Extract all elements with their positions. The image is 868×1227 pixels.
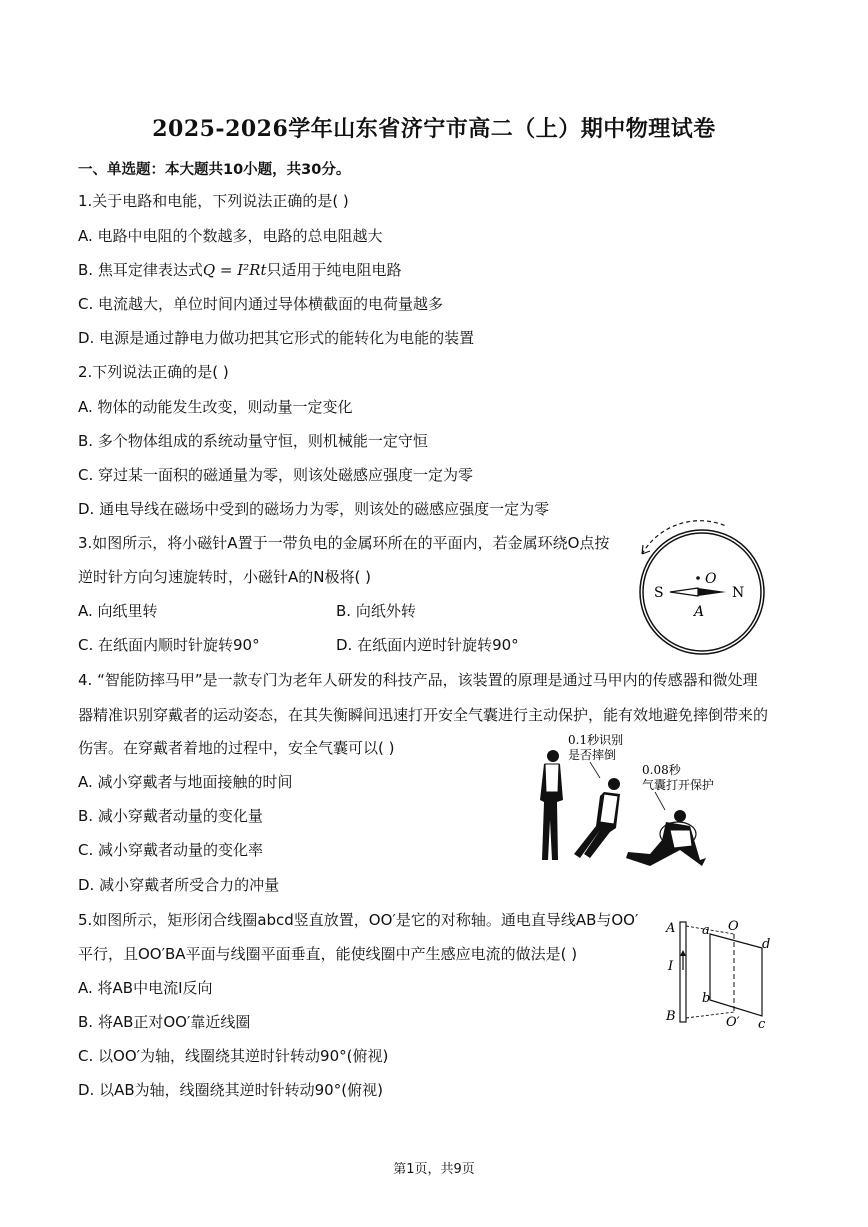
q4-option-d: D. 减小穿戴者所受合力的冲量 bbox=[78, 876, 280, 894]
q5-option-a: A. 将AB中电流I反向 bbox=[78, 979, 213, 997]
q1-option-c: C. 电流越大，单位时间内通过导体横截面的电荷量越多 bbox=[78, 295, 444, 313]
q4-option-b: B. 减小穿戴者动量的变化量 bbox=[78, 807, 263, 825]
q5-stem-line2: 平行，且OO′BA平面与线圈平面垂直，能使线圈中产生感应电流的做法是( ) bbox=[78, 945, 578, 963]
q4-stem-line3: 伤害。在穿戴者着地的过程中，安全气囊可以( ) bbox=[78, 739, 395, 757]
page-title: 2025-2026学年山东省济宁市高二（上）期中物理试卷 bbox=[152, 116, 716, 142]
q3-stem-line1: 3.如图所示，将小磁针A置于一带负电的金属环所在的平面内，若金属环绕O点按 bbox=[78, 534, 610, 552]
q1-option-b-suffix: 只适用于纯电阻电路 bbox=[266, 261, 402, 279]
q4-label-2a: 0.08秒 bbox=[642, 763, 681, 777]
q5-label-I: I bbox=[668, 959, 674, 974]
q2-stem: 2.下列说法正确的是( ) bbox=[78, 363, 229, 381]
q3-label-s: S bbox=[654, 585, 664, 601]
q3-option-a: A. 向纸里转 bbox=[78, 602, 158, 620]
q4-option-a: A. 减小穿戴者与地面接触的时间 bbox=[78, 773, 293, 791]
q3-label-o: O bbox=[705, 571, 717, 587]
q5-option-d: D. 以AB为轴，线圈绕其逆时针转动90°(俯视) bbox=[78, 1081, 383, 1099]
standing-person-icon bbox=[540, 750, 563, 860]
q3-option-c: C. 在纸面内顺时针旋转90° bbox=[78, 636, 260, 654]
q4-option-c: C. 减小穿戴者动量的变化率 bbox=[78, 841, 264, 859]
q5-label-c: c bbox=[758, 1017, 766, 1030]
q2-option-d: D. 通电导线在磁场中受到的磁场力为零，则该处的磁感应强度一定为零 bbox=[78, 500, 550, 518]
q5-label-A: A bbox=[666, 921, 676, 936]
q5-label-O-prime: O′ bbox=[726, 1015, 740, 1030]
q3-label-n: N bbox=[732, 585, 745, 601]
q5-label-b: b bbox=[702, 991, 711, 1006]
section-heading: 一、单选题：本大题共10小题，共30分。 bbox=[78, 162, 351, 178]
q4-stem-line1: 4. “智能防摔马甲”是一款专门为老年人研发的科技产品，该装置的原理是通过马甲内的传感器和微处理 bbox=[78, 671, 758, 689]
q4-label-1a: 0.1秒识别 bbox=[568, 733, 624, 747]
q3-label-a: A bbox=[694, 604, 705, 620]
q1-option-b bbox=[78, 260, 402, 280]
q1-option-d: D. 电源是通过静电力做功把其它形式的能转化为电能的装置 bbox=[78, 329, 475, 347]
q2-option-a: A. 物体的动能发生改变，则动量一定变化 bbox=[78, 398, 353, 416]
q1-stem: 1.关于电路和电能，下列说法正确的是( ) bbox=[78, 192, 349, 210]
q5-stem-line1: 5.如图所示，矩形闭合线圈abcd竖直放置，OO′是它的对称轴。通电直导线AB与OO′ bbox=[78, 911, 639, 929]
q3-ring-figure bbox=[626, 516, 776, 666]
q3-option-b: B. 向纸外转 bbox=[336, 602, 416, 620]
q5-option-b: B. 将AB正对OO′靠近线圈 bbox=[78, 1013, 251, 1031]
q5-label-O: O bbox=[728, 919, 739, 934]
page-footer: 第1页，共9页 bbox=[393, 1162, 475, 1177]
q2-option-c: C. 穿过某一面积的磁通量为零，则该处磁感应强度一定为零 bbox=[78, 466, 474, 484]
q3-stem-line2: 逆时针方向匀速旋转时，小磁针A的N极将( ) bbox=[78, 568, 371, 586]
q1-option-b-prefix: B. 焦耳定律表达式 bbox=[78, 261, 203, 279]
q5-label-d: d bbox=[762, 937, 771, 952]
tilting-person-icon bbox=[574, 778, 620, 858]
q3-option-d: D. 在纸面内逆时针旋转90° bbox=[336, 636, 519, 654]
q2-option-b: B. 多个物体组成的系统动量守恒，则机械能一定守恒 bbox=[78, 432, 428, 450]
q5-label-B: B bbox=[666, 1009, 676, 1024]
q5-option-c: C. 以OO′为轴，线圈绕其逆时针转动90°(俯视) bbox=[78, 1047, 389, 1065]
q5-label-a: a bbox=[702, 923, 710, 938]
fallen-person-icon bbox=[626, 810, 706, 866]
q5-coil-figure bbox=[658, 912, 788, 1030]
q4-label-2b: 气囊打开保护 bbox=[642, 778, 715, 792]
q4-stem-line2: 器精准识别穿戴者的运动姿态，在其失衡瞬间迅速打开安全气囊进行主动保护，能有效地避免摔倒带来的 bbox=[78, 706, 769, 724]
q4-label-1b: 是否摔倒 bbox=[568, 748, 617, 762]
q1-formula: Q = I²Rt bbox=[202, 261, 267, 279]
q4-falling-person-figure bbox=[530, 730, 720, 890]
q1-option-a: A. 电路中电阻的个数越多，电路的总电阻越大 bbox=[78, 227, 383, 245]
